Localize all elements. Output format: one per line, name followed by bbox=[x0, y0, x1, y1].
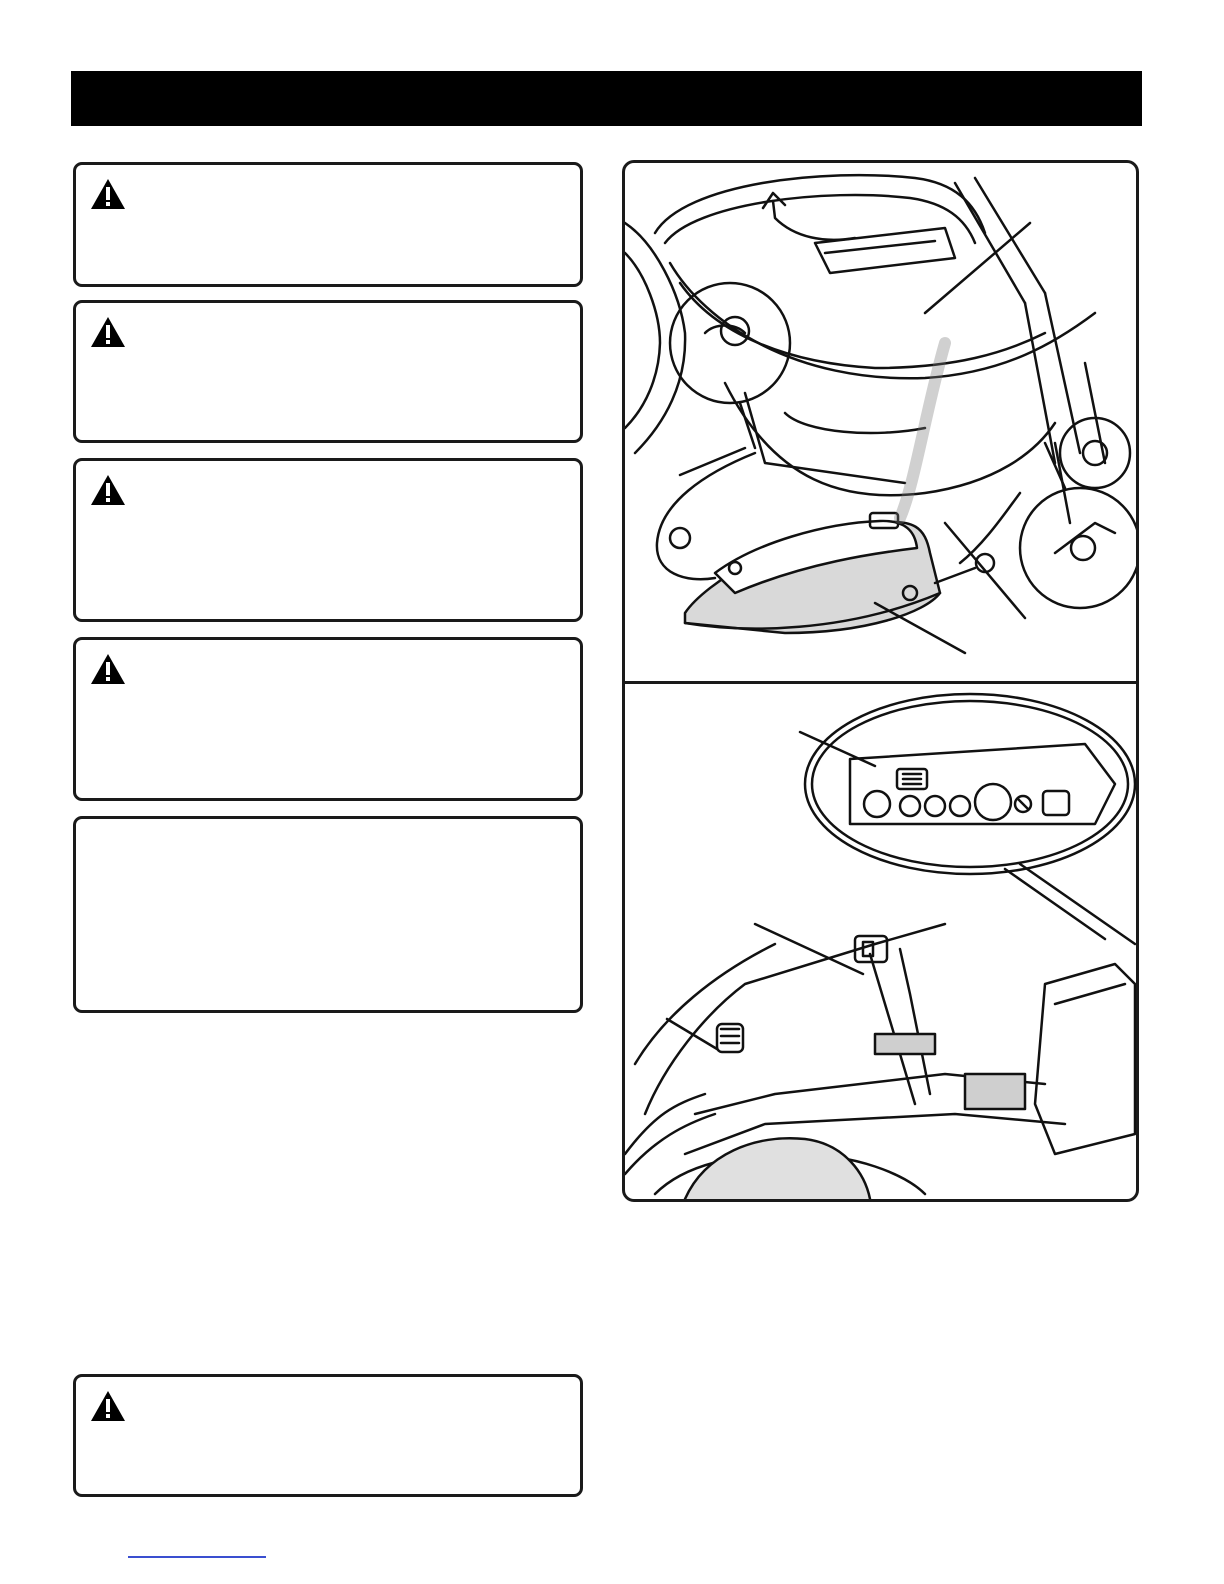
warning-box-2 bbox=[73, 300, 583, 443]
warning-triangle-icon bbox=[90, 316, 126, 348]
bagger-chute-figure bbox=[625, 163, 1136, 681]
warning-triangle-icon bbox=[90, 653, 126, 685]
warning-box-5 bbox=[73, 1374, 583, 1497]
footer-link-underline[interactable] bbox=[128, 1556, 266, 1558]
warning-triangle-icon bbox=[90, 178, 126, 210]
warning-triangle-icon bbox=[90, 474, 126, 506]
warning-triangle-icon bbox=[90, 1390, 126, 1422]
warning-box-4 bbox=[73, 637, 583, 801]
warning-box-1 bbox=[73, 162, 583, 287]
warning-box-3 bbox=[73, 458, 583, 622]
control-panel-figure bbox=[625, 684, 1136, 1199]
section-header-bar bbox=[71, 71, 1142, 126]
note-box bbox=[73, 816, 583, 1013]
figure-panel bbox=[622, 160, 1139, 1202]
